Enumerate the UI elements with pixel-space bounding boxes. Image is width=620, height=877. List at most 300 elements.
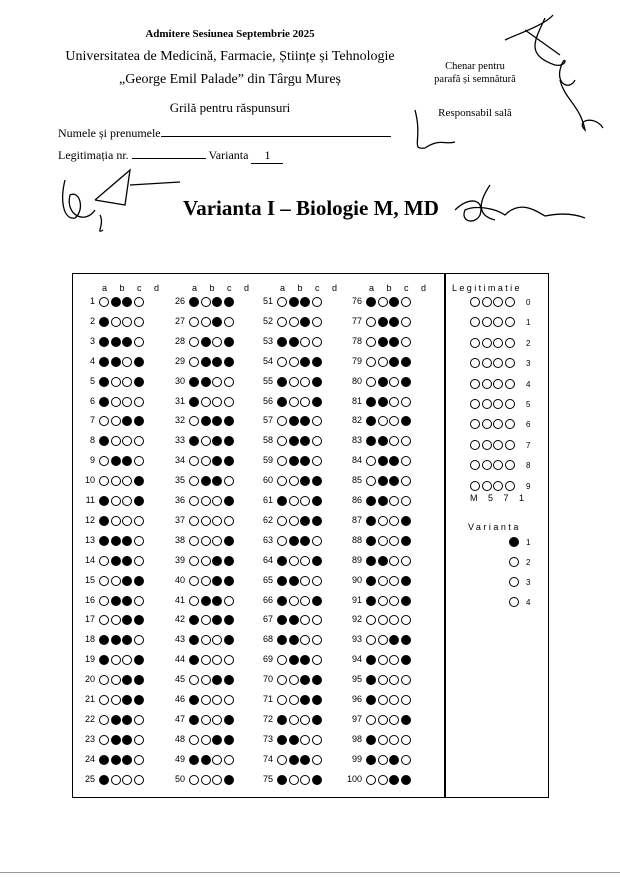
- legitimatie-bubble[interactable]: [505, 460, 515, 470]
- answer-bubble-b[interactable]: [289, 635, 299, 645]
- answer-bubble-a[interactable]: [277, 735, 287, 745]
- answer-bubble-c[interactable]: [389, 576, 399, 586]
- answer-bubble-b[interactable]: [378, 436, 388, 446]
- answer-bubble-d[interactable]: [134, 357, 144, 367]
- answer-bubble-a[interactable]: [99, 735, 109, 745]
- answer-bubble-d[interactable]: [401, 496, 411, 506]
- answer-bubble-a[interactable]: [189, 576, 199, 586]
- answer-bubble-b[interactable]: [111, 556, 121, 566]
- answer-bubble-b[interactable]: [289, 576, 299, 586]
- varianta-bubble-4[interactable]: [509, 597, 519, 607]
- legitimatie-bubble[interactable]: [505, 317, 515, 327]
- answer-bubble-b[interactable]: [289, 297, 299, 307]
- answer-bubble-d[interactable]: [134, 775, 144, 785]
- answer-bubble-d[interactable]: [312, 755, 322, 765]
- answer-bubble-b[interactable]: [378, 536, 388, 546]
- answer-bubble-a[interactable]: [189, 357, 199, 367]
- answer-bubble-d[interactable]: [312, 357, 322, 367]
- answer-bubble-c[interactable]: [212, 516, 222, 526]
- answer-bubble-c[interactable]: [122, 516, 132, 526]
- answer-bubble-c[interactable]: [122, 397, 132, 407]
- answer-bubble-a[interactable]: [99, 536, 109, 546]
- answer-bubble-b[interactable]: [111, 337, 121, 347]
- answer-bubble-b[interactable]: [201, 436, 211, 446]
- answer-bubble-d[interactable]: [401, 675, 411, 685]
- answer-bubble-b[interactable]: [111, 397, 121, 407]
- answer-bubble-d[interactable]: [312, 456, 322, 466]
- answer-bubble-a[interactable]: [366, 536, 376, 546]
- answer-bubble-d[interactable]: [134, 516, 144, 526]
- legitimatie-bubble[interactable]: [493, 338, 503, 348]
- answer-bubble-b[interactable]: [378, 775, 388, 785]
- answer-bubble-d[interactable]: [312, 635, 322, 645]
- answer-bubble-d[interactable]: [401, 297, 411, 307]
- answer-bubble-a[interactable]: [99, 576, 109, 586]
- answer-bubble-b[interactable]: [201, 655, 211, 665]
- legitimatie-bubble[interactable]: [505, 419, 515, 429]
- answer-bubble-a[interactable]: [366, 576, 376, 586]
- answer-bubble-c[interactable]: [122, 735, 132, 745]
- answer-bubble-a[interactable]: [277, 496, 287, 506]
- answer-bubble-c[interactable]: [300, 735, 310, 745]
- answer-bubble-c[interactable]: [300, 337, 310, 347]
- answer-bubble-d[interactable]: [224, 576, 234, 586]
- answer-bubble-c[interactable]: [300, 317, 310, 327]
- legitimatie-bubble[interactable]: [482, 460, 492, 470]
- legitimatie-bubble[interactable]: [470, 399, 480, 409]
- answer-bubble-a[interactable]: [189, 317, 199, 327]
- answer-bubble-c[interactable]: [300, 715, 310, 725]
- answer-bubble-b[interactable]: [378, 715, 388, 725]
- answer-bubble-d[interactable]: [312, 377, 322, 387]
- answer-bubble-c[interactable]: [122, 337, 132, 347]
- answer-bubble-d[interactable]: [401, 735, 411, 745]
- answer-bubble-c[interactable]: [212, 556, 222, 566]
- answer-bubble-d[interactable]: [134, 576, 144, 586]
- answer-bubble-b[interactable]: [201, 496, 211, 506]
- answer-bubble-a[interactable]: [366, 357, 376, 367]
- answer-bubble-d[interactable]: [134, 715, 144, 725]
- legitimatie-bubble[interactable]: [493, 481, 503, 491]
- answer-bubble-b[interactable]: [378, 695, 388, 705]
- legitimatie-bubble[interactable]: [482, 419, 492, 429]
- answer-bubble-a[interactable]: [189, 735, 199, 745]
- answer-bubble-d[interactable]: [224, 655, 234, 665]
- answer-bubble-a[interactable]: [99, 297, 109, 307]
- answer-bubble-a[interactable]: [99, 317, 109, 327]
- answer-bubble-c[interactable]: [122, 576, 132, 586]
- answer-bubble-d[interactable]: [401, 416, 411, 426]
- answer-bubble-d[interactable]: [224, 536, 234, 546]
- answer-bubble-a[interactable]: [277, 695, 287, 705]
- answer-bubble-b[interactable]: [289, 675, 299, 685]
- answer-bubble-d[interactable]: [401, 476, 411, 486]
- answer-bubble-b[interactable]: [289, 357, 299, 367]
- answer-bubble-d[interactable]: [312, 436, 322, 446]
- answer-bubble-b[interactable]: [201, 675, 211, 685]
- answer-bubble-a[interactable]: [277, 755, 287, 765]
- answer-bubble-b[interactable]: [201, 516, 211, 526]
- answer-bubble-a[interactable]: [277, 357, 287, 367]
- answer-bubble-b[interactable]: [111, 695, 121, 705]
- varianta-bubble-3[interactable]: [509, 577, 519, 587]
- answer-bubble-b[interactable]: [378, 317, 388, 327]
- answer-bubble-d[interactable]: [312, 416, 322, 426]
- answer-bubble-b[interactable]: [201, 536, 211, 546]
- answer-bubble-d[interactable]: [312, 476, 322, 486]
- legitimatie-bubble[interactable]: [505, 440, 515, 450]
- answer-bubble-b[interactable]: [201, 735, 211, 745]
- answer-bubble-b[interactable]: [111, 297, 121, 307]
- answer-bubble-d[interactable]: [224, 615, 234, 625]
- legitimatie-bubble[interactable]: [482, 379, 492, 389]
- answer-bubble-d[interactable]: [224, 755, 234, 765]
- answer-bubble-b[interactable]: [201, 416, 211, 426]
- answer-bubble-b[interactable]: [378, 655, 388, 665]
- answer-bubble-d[interactable]: [134, 297, 144, 307]
- answer-bubble-b[interactable]: [201, 715, 211, 725]
- answer-bubble-a[interactable]: [277, 556, 287, 566]
- answer-bubble-c[interactable]: [389, 317, 399, 327]
- answer-bubble-a[interactable]: [366, 556, 376, 566]
- answer-bubble-b[interactable]: [111, 775, 121, 785]
- answer-bubble-d[interactable]: [134, 755, 144, 765]
- answer-bubble-d[interactable]: [224, 397, 234, 407]
- answer-bubble-c[interactable]: [389, 715, 399, 725]
- answer-bubble-d[interactable]: [224, 596, 234, 606]
- answer-bubble-c[interactable]: [212, 357, 222, 367]
- answer-bubble-d[interactable]: [134, 397, 144, 407]
- answer-bubble-a[interactable]: [189, 337, 199, 347]
- answer-bubble-c[interactable]: [300, 496, 310, 506]
- answer-bubble-d[interactable]: [401, 556, 411, 566]
- answer-bubble-a[interactable]: [99, 357, 109, 367]
- legitimatie-bubble[interactable]: [482, 317, 492, 327]
- answer-bubble-b[interactable]: [378, 576, 388, 586]
- answer-bubble-d[interactable]: [312, 297, 322, 307]
- answer-bubble-d[interactable]: [401, 397, 411, 407]
- answer-bubble-d[interactable]: [134, 536, 144, 546]
- answer-bubble-b[interactable]: [201, 397, 211, 407]
- legitimatie-bubble[interactable]: [470, 297, 480, 307]
- answer-bubble-b[interactable]: [378, 556, 388, 566]
- answer-bubble-d[interactable]: [134, 416, 144, 426]
- legitimatie-bubble[interactable]: [470, 379, 480, 389]
- answer-bubble-d[interactable]: [312, 655, 322, 665]
- answer-bubble-d[interactable]: [224, 317, 234, 327]
- answer-bubble-b[interactable]: [289, 476, 299, 486]
- answer-bubble-b[interactable]: [378, 615, 388, 625]
- answer-bubble-d[interactable]: [312, 337, 322, 347]
- answer-bubble-b[interactable]: [378, 397, 388, 407]
- answer-bubble-c[interactable]: [300, 576, 310, 586]
- answer-bubble-b[interactable]: [111, 735, 121, 745]
- answer-bubble-c[interactable]: [122, 317, 132, 327]
- answer-bubble-d[interactable]: [134, 436, 144, 446]
- legitimatie-bubble[interactable]: [470, 440, 480, 450]
- answer-bubble-c[interactable]: [300, 516, 310, 526]
- answer-bubble-c[interactable]: [389, 695, 399, 705]
- answer-bubble-b[interactable]: [378, 357, 388, 367]
- answer-bubble-d[interactable]: [312, 675, 322, 685]
- answer-bubble-b[interactable]: [289, 596, 299, 606]
- answer-bubble-c[interactable]: [212, 317, 222, 327]
- answer-bubble-d[interactable]: [224, 436, 234, 446]
- answer-bubble-b[interactable]: [378, 416, 388, 426]
- answer-bubble-b[interactable]: [111, 715, 121, 725]
- answer-bubble-b[interactable]: [378, 516, 388, 526]
- answer-bubble-b[interactable]: [201, 615, 211, 625]
- legitimatie-bubble[interactable]: [505, 399, 515, 409]
- answer-bubble-a[interactable]: [99, 715, 109, 725]
- answer-bubble-b[interactable]: [111, 516, 121, 526]
- answer-bubble-d[interactable]: [401, 337, 411, 347]
- answer-bubble-b[interactable]: [201, 337, 211, 347]
- answer-bubble-d[interactable]: [224, 357, 234, 367]
- answer-bubble-b[interactable]: [378, 755, 388, 765]
- answer-bubble-b[interactable]: [289, 556, 299, 566]
- answer-bubble-d[interactable]: [312, 775, 322, 785]
- answer-bubble-c[interactable]: [122, 556, 132, 566]
- answer-bubble-c[interactable]: [212, 496, 222, 506]
- answer-bubble-b[interactable]: [378, 496, 388, 506]
- answer-bubble-d[interactable]: [134, 496, 144, 506]
- answer-bubble-d[interactable]: [134, 655, 144, 665]
- answer-bubble-a[interactable]: [189, 297, 199, 307]
- legitimatie-bubble[interactable]: [505, 379, 515, 389]
- answer-bubble-b[interactable]: [111, 615, 121, 625]
- answer-bubble-d[interactable]: [312, 695, 322, 705]
- answer-bubble-c[interactable]: [212, 397, 222, 407]
- answer-bubble-b[interactable]: [111, 357, 121, 367]
- answer-bubble-c[interactable]: [212, 297, 222, 307]
- answer-bubble-d[interactable]: [224, 516, 234, 526]
- legitimatie-bubble[interactable]: [482, 440, 492, 450]
- answer-bubble-b[interactable]: [378, 675, 388, 685]
- answer-bubble-d[interactable]: [224, 775, 234, 785]
- answer-bubble-d[interactable]: [224, 496, 234, 506]
- answer-bubble-c[interactable]: [389, 516, 399, 526]
- answer-bubble-c[interactable]: [122, 297, 132, 307]
- answer-bubble-b[interactable]: [111, 476, 121, 486]
- answer-bubble-a[interactable]: [99, 596, 109, 606]
- answer-bubble-c[interactable]: [122, 496, 132, 506]
- answer-bubble-b[interactable]: [111, 635, 121, 645]
- answer-bubble-a[interactable]: [99, 755, 109, 765]
- answer-bubble-d[interactable]: [224, 695, 234, 705]
- answer-bubble-d[interactable]: [312, 615, 322, 625]
- answer-bubble-d[interactable]: [134, 317, 144, 327]
- answer-bubble-d[interactable]: [134, 635, 144, 645]
- answer-bubble-a[interactable]: [189, 377, 199, 387]
- legitimatie-bubble[interactable]: [493, 399, 503, 409]
- answer-bubble-b[interactable]: [111, 755, 121, 765]
- answer-bubble-b[interactable]: [289, 655, 299, 665]
- answer-bubble-c[interactable]: [122, 695, 132, 705]
- varianta-bubble-1[interactable]: [509, 537, 519, 547]
- answer-bubble-d[interactable]: [134, 695, 144, 705]
- answer-bubble-d[interactable]: [134, 675, 144, 685]
- answer-bubble-c[interactable]: [300, 536, 310, 546]
- answer-bubble-a[interactable]: [366, 516, 376, 526]
- answer-bubble-d[interactable]: [224, 456, 234, 466]
- answer-bubble-a[interactable]: [189, 556, 199, 566]
- answer-bubble-d[interactable]: [224, 715, 234, 725]
- answer-bubble-d[interactable]: [134, 476, 144, 486]
- answer-bubble-a[interactable]: [99, 695, 109, 705]
- answer-bubble-b[interactable]: [289, 715, 299, 725]
- answer-bubble-c[interactable]: [389, 735, 399, 745]
- answer-bubble-d[interactable]: [401, 536, 411, 546]
- answer-bubble-a[interactable]: [366, 695, 376, 705]
- answer-bubble-c[interactable]: [212, 735, 222, 745]
- legitimatie-bubble[interactable]: [493, 440, 503, 450]
- answer-bubble-a[interactable]: [277, 317, 287, 327]
- answer-bubble-c[interactable]: [122, 536, 132, 546]
- answer-bubble-b[interactable]: [201, 576, 211, 586]
- answer-bubble-c[interactable]: [212, 775, 222, 785]
- answer-bubble-b[interactable]: [201, 456, 211, 466]
- answer-bubble-a[interactable]: [366, 317, 376, 327]
- answer-bubble-b[interactable]: [111, 317, 121, 327]
- answer-bubble-b[interactable]: [378, 735, 388, 745]
- answer-bubble-d[interactable]: [134, 596, 144, 606]
- answer-bubble-d[interactable]: [401, 317, 411, 327]
- answer-bubble-d[interactable]: [224, 635, 234, 645]
- answer-bubble-a[interactable]: [99, 337, 109, 347]
- answer-bubble-d[interactable]: [401, 596, 411, 606]
- answer-bubble-c[interactable]: [122, 596, 132, 606]
- answer-bubble-c[interactable]: [122, 715, 132, 725]
- answer-bubble-b[interactable]: [111, 536, 121, 546]
- answer-bubble-c[interactable]: [300, 397, 310, 407]
- answer-bubble-b[interactable]: [378, 456, 388, 466]
- answer-bubble-b[interactable]: [201, 297, 211, 307]
- answer-bubble-c[interactable]: [122, 775, 132, 785]
- answer-bubble-a[interactable]: [189, 536, 199, 546]
- answer-bubble-c[interactable]: [300, 297, 310, 307]
- answer-bubble-b[interactable]: [201, 755, 211, 765]
- answer-bubble-b[interactable]: [378, 635, 388, 645]
- answer-bubble-b[interactable]: [111, 377, 121, 387]
- answer-bubble-b[interactable]: [289, 377, 299, 387]
- answer-bubble-c[interactable]: [389, 297, 399, 307]
- answer-bubble-a[interactable]: [366, 377, 376, 387]
- answer-bubble-b[interactable]: [289, 536, 299, 546]
- answer-bubble-a[interactable]: [99, 516, 109, 526]
- answer-bubble-b[interactable]: [289, 516, 299, 526]
- answer-bubble-b[interactable]: [201, 377, 211, 387]
- legitimatie-bubble[interactable]: [482, 399, 492, 409]
- answer-bubble-c[interactable]: [212, 576, 222, 586]
- legitimatie-bubble[interactable]: [493, 297, 503, 307]
- answer-bubble-a[interactable]: [366, 755, 376, 765]
- answer-bubble-d[interactable]: [312, 556, 322, 566]
- answer-bubble-d[interactable]: [312, 715, 322, 725]
- legitimatie-bubble[interactable]: [470, 481, 480, 491]
- answer-bubble-d[interactable]: [312, 576, 322, 586]
- answer-bubble-d[interactable]: [224, 556, 234, 566]
- answer-bubble-b[interactable]: [111, 436, 121, 446]
- answer-bubble-d[interactable]: [312, 516, 322, 526]
- answer-bubble-d[interactable]: [312, 596, 322, 606]
- answer-bubble-b[interactable]: [378, 297, 388, 307]
- legitimatie-bubble[interactable]: [493, 379, 503, 389]
- answer-bubble-a[interactable]: [99, 377, 109, 387]
- answer-bubble-d[interactable]: [401, 436, 411, 446]
- answer-bubble-c[interactable]: [300, 377, 310, 387]
- legitimatie-bubble[interactable]: [470, 338, 480, 348]
- answer-bubble-b[interactable]: [111, 456, 121, 466]
- answer-bubble-a[interactable]: [366, 496, 376, 506]
- answer-bubble-d[interactable]: [401, 516, 411, 526]
- answer-bubble-b[interactable]: [201, 695, 211, 705]
- answer-bubble-a[interactable]: [366, 715, 376, 725]
- answer-bubble-b[interactable]: [378, 337, 388, 347]
- answer-bubble-d[interactable]: [224, 297, 234, 307]
- answer-bubble-c[interactable]: [122, 357, 132, 367]
- answer-bubble-b[interactable]: [201, 596, 211, 606]
- answer-bubble-d[interactable]: [401, 576, 411, 586]
- answer-bubble-d[interactable]: [224, 416, 234, 426]
- answer-bubble-a[interactable]: [189, 775, 199, 785]
- legitimatie-bubble[interactable]: [482, 358, 492, 368]
- answer-bubble-d[interactable]: [224, 476, 234, 486]
- answer-bubble-b[interactable]: [201, 775, 211, 785]
- answer-bubble-a[interactable]: [189, 695, 199, 705]
- legitimatie-bubble[interactable]: [482, 481, 492, 491]
- answer-bubble-b[interactable]: [201, 476, 211, 486]
- answer-bubble-c[interactable]: [212, 755, 222, 765]
- answer-bubble-c[interactable]: [389, 596, 399, 606]
- legitimatie-bubble[interactable]: [482, 338, 492, 348]
- answer-bubble-a[interactable]: [366, 596, 376, 606]
- answer-bubble-d[interactable]: [134, 337, 144, 347]
- answer-bubble-c[interactable]: [389, 755, 399, 765]
- answer-bubble-a[interactable]: [277, 596, 287, 606]
- answer-bubble-a[interactable]: [277, 377, 287, 387]
- answer-bubble-d[interactable]: [134, 615, 144, 625]
- answer-bubble-c[interactable]: [389, 357, 399, 367]
- answer-bubble-b[interactable]: [289, 775, 299, 785]
- answer-bubble-a[interactable]: [277, 337, 287, 347]
- answer-bubble-c[interactable]: [300, 775, 310, 785]
- answer-bubble-c[interactable]: [300, 596, 310, 606]
- varianta-bubble-2[interactable]: [509, 557, 519, 567]
- answer-bubble-b[interactable]: [289, 317, 299, 327]
- answer-bubble-b[interactable]: [111, 596, 121, 606]
- answer-bubble-c[interactable]: [122, 377, 132, 387]
- answer-bubble-a[interactable]: [189, 496, 199, 506]
- answer-bubble-c[interactable]: [300, 755, 310, 765]
- answer-bubble-d[interactable]: [224, 337, 234, 347]
- answer-bubble-d[interactable]: [134, 556, 144, 566]
- answer-bubble-c[interactable]: [300, 556, 310, 566]
- answer-bubble-c[interactable]: [389, 377, 399, 387]
- answer-bubble-b[interactable]: [201, 556, 211, 566]
- answer-bubble-b[interactable]: [289, 615, 299, 625]
- answer-bubble-c[interactable]: [389, 775, 399, 785]
- answer-bubble-d[interactable]: [401, 715, 411, 725]
- answer-bubble-d[interactable]: [312, 397, 322, 407]
- legitimatie-bubble[interactable]: [505, 297, 515, 307]
- answer-bubble-a[interactable]: [277, 775, 287, 785]
- answer-bubble-b[interactable]: [111, 576, 121, 586]
- answer-bubble-c[interactable]: [300, 357, 310, 367]
- answer-bubble-b[interactable]: [201, 317, 211, 327]
- answer-bubble-c[interactable]: [212, 337, 222, 347]
- answer-bubble-d[interactable]: [134, 377, 144, 387]
